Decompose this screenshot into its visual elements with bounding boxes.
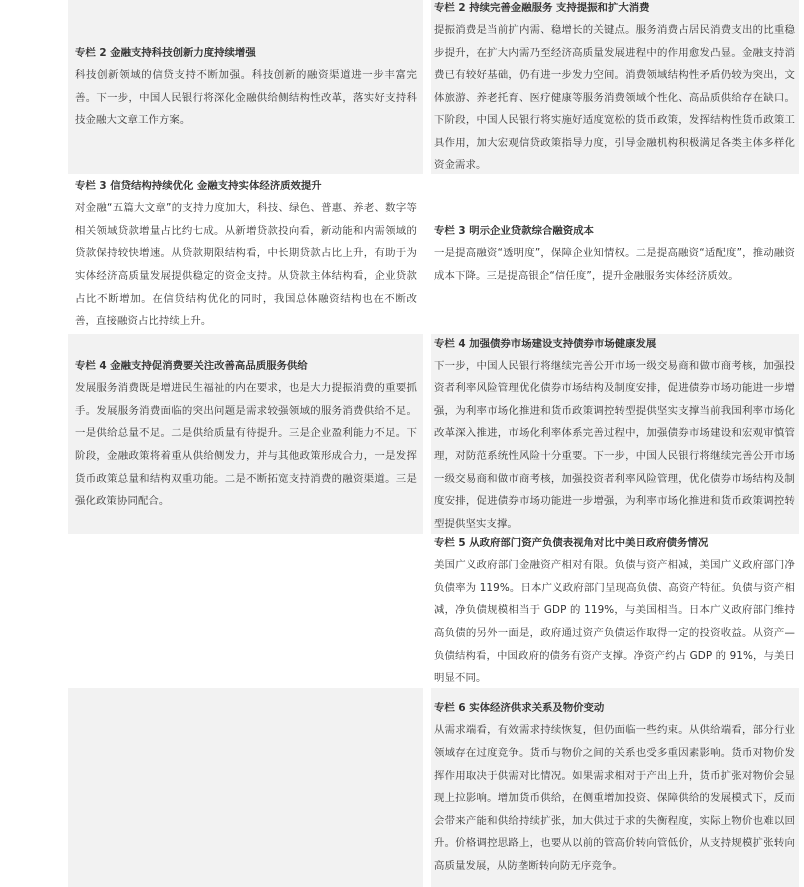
box-5-debt-cell — [431, 534, 799, 688]
box-body: 下一步，中国人民银行将继续完善公开市场一级交易商和做市商考核，加强投资者利率风险管理优化债券市场结构及制度安排，促进债券市场功能进一步增强，为利率市场化推进和货币政策调控转型提供坚实支撑当前我国利率市场化改革深入推进，市场化利率体系完善过程中，加强债券市场建设和宏观审慎管理，对防范系统性风险十分重要。下一步，中国人民银行将继续完善公开市场一级交易商和做市商考核，加强投资者利率风险管理，优化债券市场结构及制度安排，促进债券市场功能进一步增强，为利率市场化推进和货币政策调控转型提供坚实支撑。 — [434, 359, 795, 530]
box-title: 专栏 2 金融支持科技创新力度持续增强 — [75, 47, 256, 60]
box-body: 科技创新领域的信贷支持不断加强。科技创新的融资渠道进一步丰富完善。下一步，中国人民银行将深化金融供给侧结构性改革，落实好支持科技金融大文章工作方案。 — [75, 69, 417, 127]
box-2-consumption-cell — [431, 0, 799, 174]
box-body: 提振消费是当前扩内需、稳增长的关键点。服务消费占居民消费支出的比重稳步提升，在扩大内需乃至经济高质量发展进程中的作用愈发凸显。金融支持消费已有较好基础，仍有进一步发力空间。消费领域结构性矛盾仍较为突出，文体旅游、养老托育、医疗健康等服务消费领域个性化、高品质供给存在缺口。下阶段，中国人民银行将实施好适度宽松的货币政策，发挥结构性货币政策工具作用，加大宏观信贷政策指导力度，引导金融机构积极满足各类主体多样化资金需求。 — [434, 23, 795, 172]
box-title: 专栏 4 金融支持促消费要关注改善高品质服务供给 — [75, 360, 308, 373]
box-2-tech-cell — [68, 0, 423, 174]
box-6-prices-cell — [431, 688, 799, 887]
box-4-consumption-cell — [68, 334, 423, 534]
box-body: 一是提高融资“透明度”，保障企业知情权。二是提高融资“适配度”，推动融资成本下降。三是提高银企“信任度”，提升金融服务实体经济质效。 — [434, 247, 795, 282]
box-body: 发展服务消费既是增进民生福祉的内在要求，也是大力提振消费的重要抓手。发展服务消费面临的突出问题是需求较强领域的服务消费供给不足。一是供给总量不足。二是供给质量有待提升。三是企业盈利能力不足。下阶段，金融政策将着重从供给侧发力，并与其他政策形成合力，一是发挥货币政策总量和结构双重功能。二是不断拓宽支持消费的融资渠道。三是强化政策协同配合。 — [75, 382, 417, 508]
box-3-loan-cost-cell — [431, 174, 799, 334]
box-body: 从需求端看，有效需求持续恢复，但仍面临一些约束。从供给端看，部分行业领域存在过度竞争。货币与物价之间的关系也受多重因素影响。货币对物价发挥作用取决于供需对比情况。如果需求相对于产出上升，货币扩张对物价会显现上拉影响。增加货币供给，在侧重增加投资、保障供给的发展模式下，反而会带来产能和供给持续扩张，加大供过于求的失衡程度，实际上物价也难以回升。价格调控思路上，也要从以前的管高价转向管低价，从支持规模扩张转向高质量发展，从防垄断转向防无序竞争。 — [434, 724, 795, 872]
box-title: 专栏 4 加强债券市场建设支持债券市场健康发展 — [434, 337, 657, 350]
box-4-bond-cell — [431, 334, 799, 534]
box-title: 专栏 6 实体经济供求关系及物价变动 — [434, 702, 605, 715]
box-title: 专栏 5 从政府部门资产负债表视角对比中美日政府债务情况 — [434, 537, 709, 550]
box-body: 美国广义政府部门金融资产相对有限。负债与资产相减，美国广义政府部门净负债率为 119%。日本广义政府部门呈现高负债、高资产特征。负债与资产相减，净负债规模相当于 GDP 的 119%，与美国相当。日本广义政府部门维持高负债的另外一面是，政府通过资产负债运作取得一定的投资收益。从资产—负债结构看，中国政府的债务有资产支撑。净资产约占 GDP 的 91%，与美日明显不同。 — [434, 559, 795, 685]
box-title: 专栏 3 信贷结构持续优化 金融支持实体经济质效提升 — [75, 180, 322, 193]
empty-cell — [68, 688, 423, 887]
box-title: 专栏 2 持续完善金融服务 支持提振和扩大消费 — [434, 1, 650, 14]
box-body: 对金融“五篇大文章”的支持力度加大，科技、绿色、普惠、养老、数字等相关领域贷款增量占比约七成。从新增贷款投向看，新动能和内需领域的贷款保持较快增速。从贷款期限结构看，中长期贷款占比上升，有助于为实体经济高质量发展提供稳定的资金支持。从贷款主体结构看，企业贷款占比不断增加。在信贷结构优化的同时，我国总体融资结构也在不断改善，直接融资占比持续上升。 — [75, 202, 417, 328]
box-title: 专栏 3 明示企业贷款综合融资成本 — [434, 225, 594, 238]
box-3-credit-cell — [68, 174, 423, 334]
